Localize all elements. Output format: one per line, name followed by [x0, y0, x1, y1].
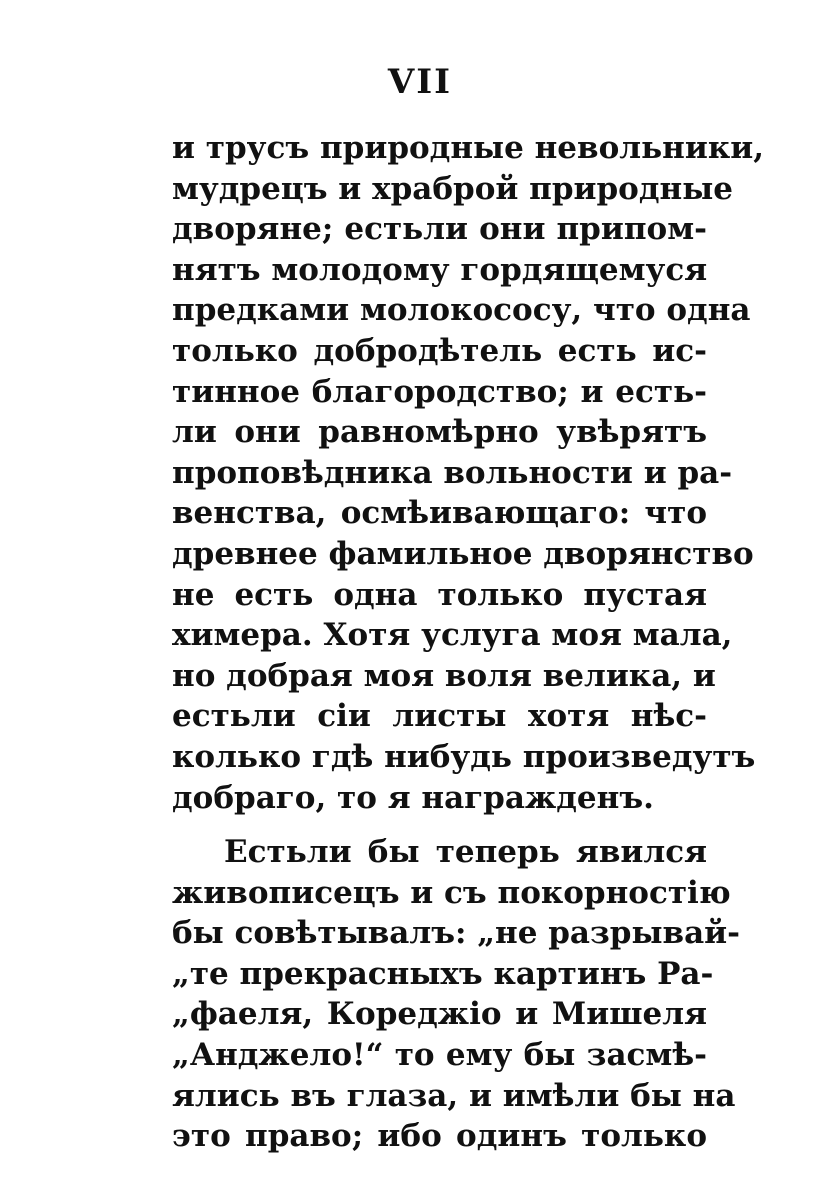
text-line: ялись въ глаза, и имѣли бы на — [172, 1077, 736, 1114]
text-line: естьли сіи листы хотя нѣс- — [172, 698, 707, 735]
text-line: Естьли бы теперь явился — [224, 834, 707, 871]
page-number: VII — [387, 62, 453, 102]
text-line: нятъ молодому гордящемуся — [172, 251, 708, 288]
paragraph-spacer — [172, 818, 707, 832]
text-line: добраго, то я награжденъ. — [172, 779, 654, 816]
paragraph-2 — [172, 832, 741, 1157]
paragraph-1 — [172, 128, 764, 818]
text-line: не есть одна только пустая — [172, 576, 707, 613]
text-line: это право; ибо одинъ только — [172, 1118, 707, 1155]
text-line: древнее фамильное дворянство — [172, 535, 754, 572]
text-line: колько гдѣ нибудь произведутъ — [172, 738, 756, 775]
text-line: и трусъ природные невольники, — [172, 130, 764, 166]
text-line: „Анджело!“ то ему бы засмѣ- — [172, 1037, 707, 1074]
text-line: но добрая моя воля велика, и — [172, 657, 716, 694]
text-line: предками молокососу, что одна — [172, 292, 751, 329]
body-text — [172, 128, 764, 1157]
text-line: „фаеля, Кореджіо и Мишеля — [172, 996, 707, 1033]
text-line: тинное благородство; и есть- — [172, 373, 707, 410]
text-line: проповѣдника вольности и ра- — [172, 454, 733, 491]
text-line: ли они равномѣрно увѣрятъ — [172, 414, 707, 451]
text-line: бы совѣтывалъ: „не разрывай- — [172, 915, 741, 952]
text-line: мудрецъ и храброй природные — [172, 170, 734, 207]
text-line: химера. Хотя услуга моя мала, — [172, 617, 733, 654]
text-line: венства, осмѣивающаго: что — [172, 495, 707, 532]
text-line: дворяне; естьли они припом- — [172, 211, 707, 248]
text-line: только добродѣтель есть ис- — [172, 332, 707, 369]
text-line: „те прекрасныхъ картинъ Ра- — [172, 955, 714, 992]
text-line: живописецъ и съ покорностію — [172, 874, 731, 911]
